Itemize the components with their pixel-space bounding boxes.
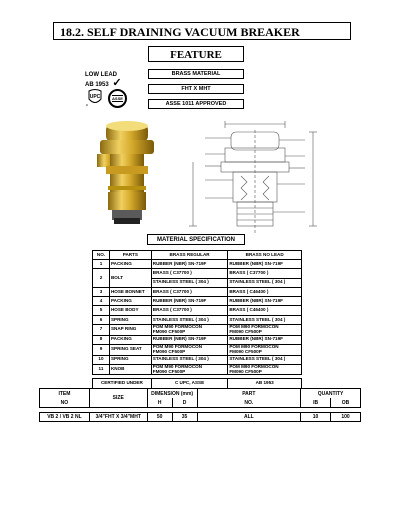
table-row [93,260,302,269]
cell-no: 6 [93,315,110,324]
cell-part: SPRING SEAT [109,344,151,355]
cell-part: PACKING [109,297,151,306]
header-size: SIZE [89,389,147,408]
cell-nolead [228,325,302,336]
cross-section-drawing [185,118,325,236]
cell-regular: STAINLESS STEEL ( 304 ) [151,315,228,324]
cell-ib: 10 [301,413,331,422]
cell-line: FM090 CF500P [152,328,186,334]
cell-part: SNAP RING [109,325,151,336]
cell-ob: 100 [331,413,361,422]
cell-nolead: STAINLESS STEEL ( 304 ) [228,315,302,324]
svg-text:UPC: UPC [89,94,101,100]
table-row [93,297,302,306]
col-brass-no-lead: BRASS NO LEAD [228,251,302,260]
material-spec-table [92,250,302,389]
cell-no: 1 [93,260,110,269]
feature-item-material: BRASS MATERIAL [148,69,244,79]
header-part: PART [197,389,301,399]
cell-part: SPRING [109,355,151,364]
cell-item: VB 2 / VB 2 NL [40,413,90,422]
cell-regular: BRASS ( C37700 ) [151,306,228,315]
cell-nolead [228,364,302,375]
material-header-row [93,251,302,260]
table-row [93,287,302,296]
ordering-header-row [40,389,361,399]
cell-nolead: STAINLESS STEEL ( 304 ) [228,355,302,364]
cell-part: BOLT [109,269,151,288]
cell-regular: STAINLESS STEEL ( 304 ) [151,278,228,287]
header-quantity: QUANTITY [301,389,361,399]
ordering-subheader-row [40,398,361,408]
cell-line: POM M90 FORMOCON [229,363,279,369]
cell-line: POM M90 FORMOCON [152,324,203,330]
header-item [40,389,90,399]
cell-regular: RUBBER (NBR) SN-719F [151,260,228,269]
cell-no: 5 [93,306,110,315]
low-lead-label: LOW LEAD [85,72,117,78]
cell-part: ALL [197,413,301,422]
asse-logo [108,89,127,108]
table-row [93,306,302,315]
header-ib: IB [301,398,331,408]
header-dimension: DIMENSION (mm) [147,389,197,399]
cell-nolead [228,344,302,355]
cell-no: 10 [93,355,110,364]
cell-line: FM090 CF500P [152,348,186,354]
cell-part: SPRING [109,315,151,324]
cell-line: POM M90 FORMOCON [229,343,279,349]
cell-part: PACKING [109,260,151,269]
table-row [93,344,302,355]
header-item-label: ITEM [58,390,71,397]
col-no: NO. [93,251,110,260]
cell-nolead: STAINLESS STEEL ( 304 ) [228,278,302,287]
col-brass-regular: BRASS REGULAR [151,251,228,260]
cell-regular: BRASS ( C37700 ) [151,287,228,296]
certified-label: CERTIFIED UNDER [93,379,152,388]
cell-nolead: RUBBER (NBR) SN-719F [228,260,302,269]
cell-no: 4 [93,297,110,306]
check-icon: ✓ [112,77,122,89]
header-no: NO [40,398,90,408]
cell-part: PACKING [109,335,151,344]
asse-logo-text: ASSE [112,96,123,101]
col-parts: PARTS [109,251,151,260]
header-part-no: NO. [197,398,301,408]
ordering-table [39,388,361,422]
cell-no: 9 [93,344,110,355]
header-ob: OB [331,398,361,408]
low-lead-code: AB 1953 [85,82,109,88]
svg-text:c: c [86,102,88,107]
cell-regular [151,364,228,375]
cell-nolead: RUBBER (NBR) SN-719F [228,297,302,306]
header-d: D [172,398,197,408]
cell-part: KNOB [109,364,151,375]
table-row [93,269,302,278]
cell-regular: STAINLESS STEEL ( 304 ) [151,355,228,364]
cell-regular: RUBBER (NBR) SN-719F [151,297,228,306]
product-photo [88,120,163,230]
cell-regular: RUBBER (NBR) SN-719F [151,335,228,344]
material-spec-heading: MATERIAL SPECIFICATION [147,234,245,245]
feature-heading: FEATURE [148,46,244,62]
cell-line: FM090 CF500P [152,368,186,374]
table-row [93,364,302,375]
cell-nolead: BRASS ( C37700 ) [228,269,302,278]
cell-line: POM M90 FORMOCON [152,343,203,349]
page-title: 18.2. SELF DRAINING VACUUM BREAKER [53,22,351,40]
table-row [93,355,302,364]
cell-part: HOSE BODY [109,306,151,315]
cell-part: HOSE BONNET [109,287,151,296]
cell-regular [151,344,228,355]
low-lead-badge [85,71,122,89]
cell-no: 11 [93,364,110,375]
cell-line: POM M90 FORMOCON [229,324,279,330]
cell-no: 3 [93,287,110,296]
cell-regular [151,325,228,336]
cell-no: 2 [93,269,110,288]
cell-size: 3/4"FHT X 3/4"MHT [89,413,147,422]
cell-nolead: BRASS ( C46400 ) [228,287,302,296]
certified-regular: C UPC, ASSE [151,379,228,388]
cell-nolead: BRASS ( C46400 ) [228,306,302,315]
cell-nolead: RUBBER (NBR) SN-719F [228,335,302,344]
header-h: H [147,398,172,408]
cell-line: POM M90 FORMOCON [152,363,203,369]
cupc-certification-logo [85,88,105,108]
cell-no: 7 [93,325,110,336]
cell-regular: BRASS ( C37700 ) [151,269,228,278]
cell-h: 50 [147,413,172,422]
feature-item-connection: FHT X MHT [148,84,244,94]
cell-d: 35 [172,413,197,422]
table-row [93,325,302,336]
cell-no: 8 [93,335,110,344]
certified-row [93,379,302,388]
cell-line: FM090 CF500P [229,328,262,334]
certified-nolead: AB 1953 [228,379,302,388]
feature-item-approval: ASSE 1011 APPROVED [148,99,244,109]
cell-line: FM090 CF500P [229,348,262,354]
cell-line: FM090 CF500P [229,368,262,374]
table-row [40,413,361,422]
